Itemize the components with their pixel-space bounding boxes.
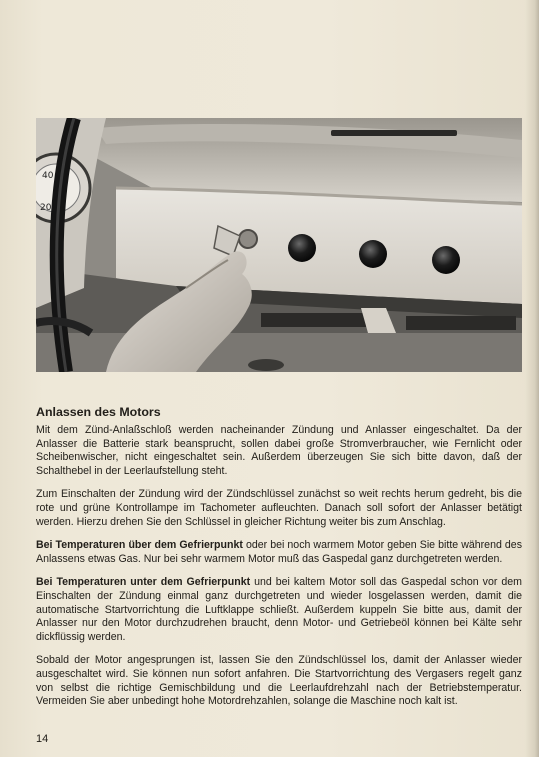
page-gutter-shadow — [525, 0, 539, 757]
paragraph-3-bold-lead: Bei Temperaturen über dem Gefrierpunkt — [36, 539, 243, 552]
paragraph-5-text: Sobald der Motor angesprungen ist, lassen Sie den Zündschlüssel los, damit der Anlasser wieder ausgeschaltet wird. Sie können nun sofort anfahren. Die Startvorrichtung des Vergasers regelt ganz von selbst die richtige Gemischbildung und die Leerlaufdrehzahl nach der Betriebstemperatur. Vermeiden Sie aber unbedingt hohe Motordrehzahlen, solange die Maschine noch kalt ist. — [36, 654, 522, 708]
paragraph-4-text: und bei kaltem Motor soll das Gaspedal schon vor dem Einschalten der Zündung einmal ganz durchgetreten und wieder losgelassen werden, damit die automatische Startvorrichtung die Luftklappe schließt. Außerdem kuppeln Sie bitte aus, damit der Anlasser nur den Motor durchzudrehen braucht, denn Motor- und Getriebeöl können bei Kälte sehr dickflüssig werden. — [36, 576, 522, 643]
svg-text:20: 20 — [40, 203, 52, 213]
paragraph-1-text: Mit dem Zünd-Anlaßschloß werden nacheinander Zündung und Anlasser eingeschaltet. Da der Anlasser die Batterie stark beansprucht, sollen dabei große Stromverbraucher, wie Fernlicht oder Scheibenwischer, nicht eingeschaltet sein. Außerdem überzeugen Sie sich bitte davon, daß der Schalthebel in der Leerlaufstellung steht. — [36, 424, 522, 477]
svg-text:40: 40 — [42, 171, 54, 181]
section-heading: Anlassen des Motors — [36, 405, 161, 419]
dashboard-illustration — [36, 118, 522, 372]
paragraph-1 — [36, 424, 522, 478]
body-text — [36, 405, 522, 719]
paragraph-4 — [36, 576, 522, 644]
paragraph-5 — [36, 654, 522, 708]
paragraph-2-text: Zum Einschalten der Zündung wird der Zündschlüssel zunächst so weit rechts herum gedreht, bis die rote und grüne Kontrollampe im Tachometer aufleuchten. Danach soll sofort der Anlasser betätigt werden. Hierzu drehen Sie den Schlüssel in gleicher Richtung weiter bis zum Anschlag. — [36, 488, 522, 528]
paragraph-3 — [36, 539, 522, 566]
dashboard-photo — [36, 118, 522, 372]
paragraph-3-text: oder bei noch warmem Motor geben Sie bitte während des Anlassens etwas Gas. Nur bei sehr warmem Motor muß das Gaspedal ganz durchgetreten werden. — [36, 539, 522, 565]
page-number: 14 — [36, 733, 49, 745]
paragraph-2 — [36, 488, 522, 529]
paragraph-4-bold-lead: Bei Temperaturen unter dem Gefrierpunkt — [36, 576, 251, 589]
svg-text:60: 60 — [60, 151, 72, 161]
